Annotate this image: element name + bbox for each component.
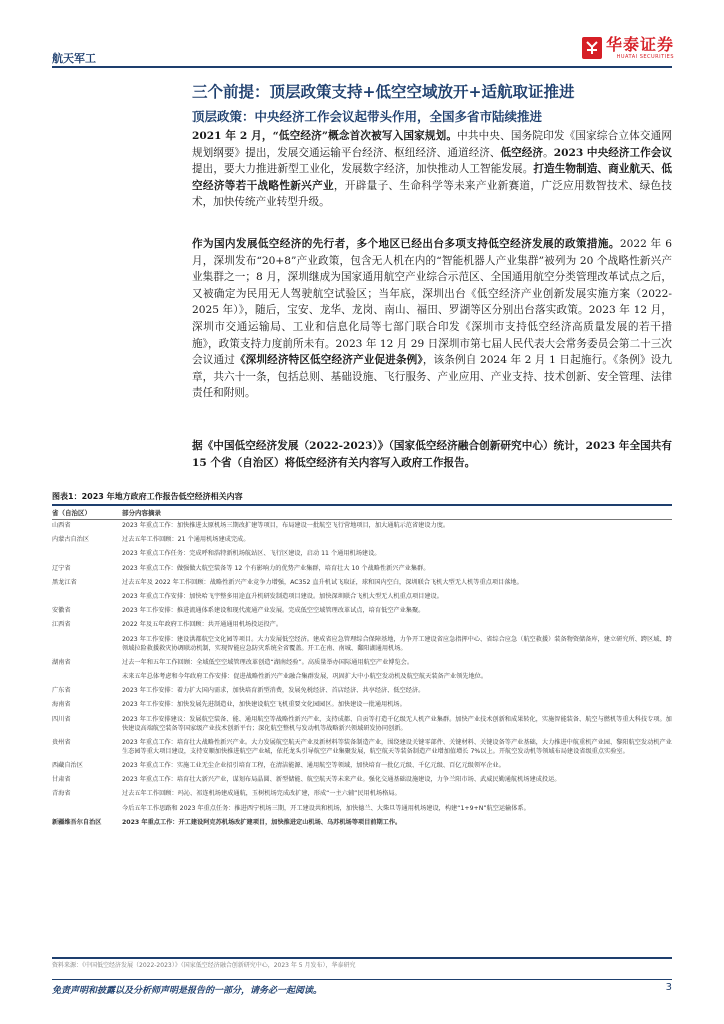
para1-bold-1: 2021 年 2 月，“低空经济”概念首次被写入国家规划。	[192, 130, 458, 142]
row-province: 新疆维吾尔自治区	[52, 818, 102, 826]
row-content: 2023 年重点工作安排：加快哈飞宇整多用途直升机研发制造项目建设。加快深圳联合飞机大型无人机重点项目建设。	[122, 593, 443, 600]
figure-bottom-rule	[52, 957, 672, 959]
table-row	[52, 620, 672, 630]
para1-bold-3: 2023 中央经济工作会议	[553, 146, 672, 159]
logo-english-text: HUATAI SECURITIES	[616, 54, 674, 60]
row-content: 过去一年和五年工作回顾：全域低空空域管理改革创造“湖南经验”。高质量举办国际通用航空产业博览会。	[122, 658, 414, 666]
column-header-province: 省（自治区）	[52, 509, 91, 517]
table-row	[52, 658, 672, 668]
table-row	[52, 592, 672, 602]
table-row	[52, 700, 672, 710]
row-content: 2023 年重点工作：培育壮大战略性新兴产业。大力发展航空航天产业及新材料等装备制造产业，围绕建设关键零部件、关键材料、关键设备等产业基础，大力推进中航重机产业园、黎阳航空发动机产业生态园等重大项目建设，支持安顺加快推进航空产业城，依托龙头引导航空产业集聚发展，航空航天等装备制造产业增加值增长 7%以上。开航空发动机等领域布局建设省级重点实验室。	[122, 738, 672, 756]
figure-top-rule	[52, 504, 672, 506]
row-content: 今后五年工作思路和 2023 年重点任务：推进西宁机场三期，开工建设共和机场，加快德兰、大柴旦等通用机场建设，构建“1+9+N”航空运输体系。	[122, 804, 530, 812]
row-province: 黑龙江省	[52, 578, 77, 586]
paragraph-shenzhen-policies	[192, 236, 672, 402]
para1-bold-4: 打造生物制造、商业航天、低空经济等若干战略性新兴产业	[192, 163, 673, 192]
para2-text-2: ，该条例自 2024 年 2 月 1 日起施行。《条例》设九章，共六十一条，包括总则、基础设施、飞行服务、产业应用、产业支持、技术创新、安全管理、法律责任和附则。	[192, 354, 673, 400]
row-content: 2023 年工作安排：建设洪都航空文化园等项目。大力发展低空经济。建成省应急管理综合保障基地，力争开工建设省应急指挥中心、省综合应急（航空救援）装备物资储备库，建立研究所、跨区域、跨领域拉险救援救灾协调联动机制，实现智能应急防灾系统全省覆盖。开工在南、南城、鄱阳湖通用机场。	[122, 635, 672, 653]
row-content: 过去五年工作回顾：21 个通用机场建成完成。	[122, 536, 250, 544]
header-divider	[52, 66, 672, 68]
row-province: 湖南省	[52, 658, 71, 666]
row-province: 贵州省	[52, 738, 71, 746]
row-content: 2023 年重点工作：培育壮大新兴产业，谋划布局晶圆、新型储能、航空航天等未来产业。强化交通基础设施建设，力争兰阳市场、武威民勤通航机场建成投运。	[122, 776, 561, 784]
table-row	[52, 715, 672, 734]
table-row	[52, 686, 672, 696]
header-section-label: 航天军工	[52, 52, 96, 65]
table-row	[52, 635, 672, 654]
para1-text-3: 提出，要大力推进新型工业化，发展数字经济，加快推动人工智能发展。	[192, 163, 534, 176]
row-content: 2023 年工作安排：着力扩大国内需求，加快培育新型消费，发展免税经济、首店经济、共享经济、低空经济。	[122, 687, 425, 695]
row-content: 2023 年工作安排：加快发展先进制造业，加快建设航空飞机重要文化园园区。加快建设一批通用机场。	[122, 701, 406, 709]
row-province: 青海省	[52, 790, 71, 798]
page-number: 3	[665, 982, 672, 993]
row-content: 2023 年工作安排建议：发展航空装备、能、通用航空等战略性新兴产业，支持成都、自贡等打造千亿级无人机产业集群。加快产业技术创新和成果转化，实施智能装备、航空与燃机等重大科技专项。加快建设高端航空装备等国家级产业技术创新平台；深化航空整机与发动机等战略新兴领域研发协同创新。	[122, 715, 672, 733]
row-content: 2023 年重点工作：实施工业无尘企业招引培育工程，在清洁能源、通用航空等领域，加快培育一批亿元级、千亿元级、百亿元级领军企业。	[122, 762, 505, 769]
table-row	[52, 564, 672, 574]
table-row	[52, 775, 672, 785]
para1-text-4: ，开辟量子、生命科学等未来产业新赛道，广泛应用数智技术、绿色技术，加快传统产业转型升级。	[192, 179, 673, 209]
table-row	[52, 789, 672, 799]
table-row	[52, 549, 672, 559]
row-province: 海南省	[52, 701, 71, 709]
section-heading: 三个前提：顶层政策支持+低空空域放开+适航取证推进	[192, 82, 575, 101]
row-province: 安徽省	[52, 607, 71, 615]
para1-text-2: 。	[543, 146, 554, 159]
row-content: 2023 年重点工作：做强做大航空装备等 12 个有影响力的优势产业集群，培育壮大 10 个战略性新兴产业集群。	[122, 564, 430, 572]
row-content: 2023 年工作安排：推进流通体系建设和现代流通产业发展。完成低空空域管理改革试点，培育低空产业集聚。	[122, 607, 425, 615]
column-header-content: 部分内容摘录	[122, 509, 161, 517]
row-province: 甘肃省	[52, 776, 71, 784]
row-content: 未来五年总体考虑和今年政府工作安排：促进战略性新兴产业融合集群发展，巩固扩大中小航空发动机及航空航天装备产业领先地位。	[122, 673, 488, 680]
para2-text-1: 2022 年 6 月，深圳发布“20+8”产业政策，包含无人机在内的“智能机器人产业集群”被列为 20 个战略性新兴产业集群之一；8 月，深圳继成为国家通用航空产业综合示范区、全国通用航空分类管理改革试点之后，又被确定为民用无人驾驶航空试验区；当年底，深圳出台《低空经济产业创新发展实施方案（2022-2025 年）》，随后，宝安、龙华、龙岗、南山、福田、罗湖等区分别出台落实政策。2023 年 12 月，深圳市交通运输局、工业和信息化局等七部门联合印发《深圳市支持低空经济高质量发展的若干措施》，政策支持力度前所未有。2023 年 12 月 29 日深圳市第七届人民代表大会常务委员会第二十三次会议通过	[192, 238, 673, 367]
subsection-heading: 顶层政策：中央经济工作会议起带头作用，全国多省市陆续推进	[192, 109, 543, 124]
row-content: 2023 年重点工作：开工建设阿克苏机场改扩建项目，加快推进定山机场、乌苏机场等项目前期工作。	[122, 818, 402, 826]
para1-bold-2: 低空经济	[500, 146, 544, 159]
footer-disclaimer: 免责声明和披露以及分析师声明是报告的一部分，请务必一起阅读。	[52, 986, 323, 996]
table-header-rule	[52, 519, 672, 520]
table-row	[52, 578, 672, 588]
row-province: 广东省	[52, 687, 71, 695]
row-content: 2023 年重点工作：加快推进太原机场三期改扩建等项目，布局建设一批航空飞行营地项目，加大通航示范省建设力度。	[122, 522, 450, 529]
figure-caption: 图表1：2023 年地方政府工作报告低空经济相关内容	[52, 492, 243, 501]
table-row	[52, 818, 672, 828]
table-row	[52, 672, 672, 682]
table-header	[52, 508, 672, 518]
row-province: 江西省	[52, 621, 71, 629]
table-row	[52, 535, 672, 545]
company-logo	[582, 36, 674, 60]
logo-chinese-text: 华泰证券	[605, 35, 674, 54]
row-content: 2022 年及五年政府工作回顾：共开通通用机场投运投产。	[122, 621, 283, 629]
para3-bold: 据《中国低空经济发展（2022-2023）》（国家低空经济融合创新研究中心）统计，2023 年全国共有 15 个省（自治区）将低空经济有关内容写入政府工作报告。	[192, 440, 672, 469]
footer-divider	[52, 979, 672, 980]
table-row	[52, 761, 672, 771]
figure-source: 资料来源：《中国低空经济发展（2022-2023）》（国家低空经济融合创新研究中心，2023 年 5 月发布），华泰研究	[52, 962, 356, 969]
paragraph-policy-background	[192, 128, 672, 211]
row-content: 2023 年重点工作任务：完成呼和浩特新机场航站区、飞行区建设，启动 11 个通用机场建设。	[122, 550, 381, 558]
table-row	[52, 738, 672, 757]
row-province: 内蒙古自治区	[52, 536, 90, 544]
row-province: 辽宁省	[52, 564, 71, 572]
row-province: 西藏自治区	[52, 762, 83, 769]
row-content: 过去五年及 2022 年工作回顾：战略性新兴产业竞争力增强，AC352 直升机试飞取证，球和国内空白，深圳联合飞机大型无人机等重点项目落地。	[122, 578, 523, 586]
row-content: 过去五年工作回顾：玛沁、祁连机场建成通航，玉树机场完成改扩建，形成“一主六辅”民用机场格局。	[122, 790, 401, 798]
row-province: 山西省	[52, 522, 71, 529]
huatai-logo-icon	[582, 37, 602, 59]
paragraph-provincial-statistics	[192, 438, 672, 471]
para1-text-1: 中共中央、国务院印发《国家综合立体交通网规划纲要》提出，发展交通运输平台经济、枢纽经济、通道经济、	[192, 130, 673, 159]
row-province: 四川省	[52, 715, 71, 723]
table-row	[52, 521, 672, 531]
table-row	[52, 804, 672, 814]
para2-bold-1: 作为国内发展低空经济的先行者，多个地区已经出台多项支持低空经济发展的政策措施。	[192, 238, 620, 250]
para2-bold-2: 《深圳经济特区低空经济产业促进条例》	[234, 354, 423, 367]
table-row	[52, 606, 672, 616]
